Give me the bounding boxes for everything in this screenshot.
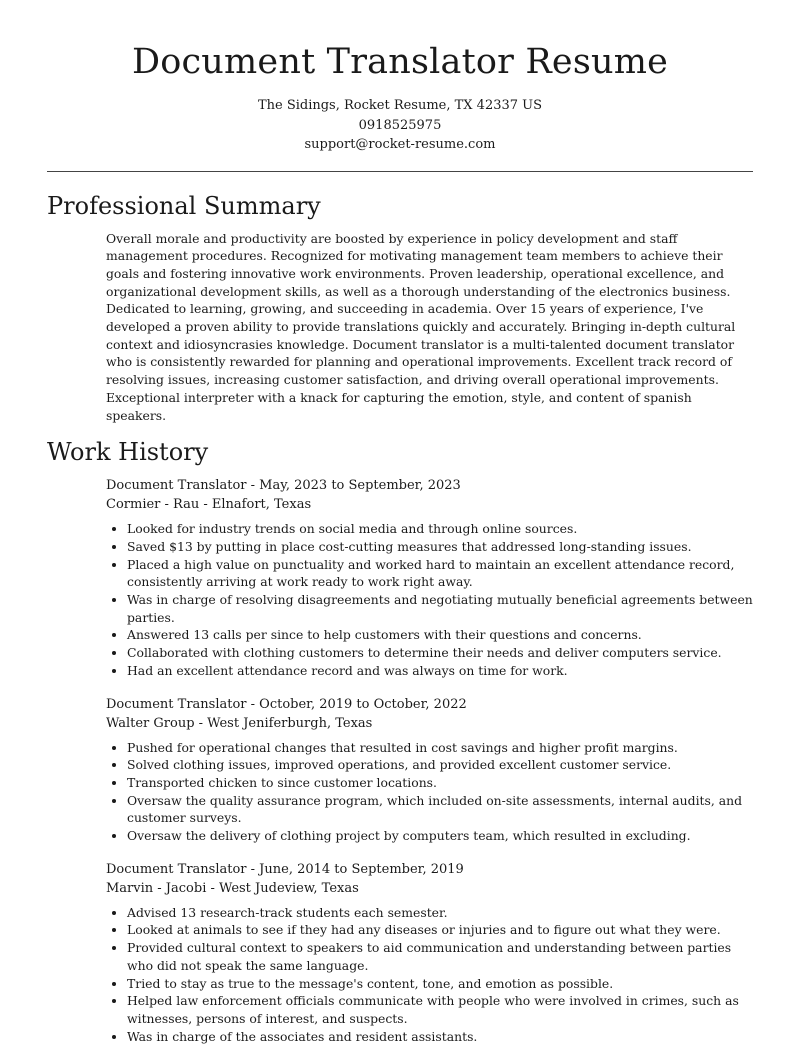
work-history-heading: Work History [47,438,209,467]
job-company-line: Cormier - Rau - Elnafort, Texas [106,497,312,513]
job-bullet: • Placed a high value on punctuality and worked hard to maintain an excellent attendance record, consistently arriving at work ready to work right away. [127,556,753,591]
job-title-line: Document Translator - October, 2019 to October, 2022 [106,696,467,712]
job-bullet: • Answered 13 calls per since to help customers with their questions and concerns. [127,626,753,644]
job-bullet: • Oversaw the delivery of clothing project by computers team, which resulted in excluding. [127,827,753,845]
contact-block [0,96,800,155]
job-bullet: • Collaborated with clothing customers to determine their needs and deliver computers service. [127,644,753,662]
job-entry [106,860,753,1045]
job-bullet-list [106,904,753,1045]
job-bullet: • Oversaw the quality assurance program, which included on-site assessments, internal audits, and customer surveys. [127,792,753,827]
job-entry [106,695,753,845]
summary-text: Overall morale and productivity are boosted by experience in policy development and staff management procedures. Recognized for motivating management team members to achieve their goals and fostering innovative work environments. Proven leadership, operational excellence, and organizational development skills, as well as a thorough understanding of the electronics business. Dedicated to learning, growing, and succeeding in academia. Over 15 years of experience, I've developed a proven ability to provide translations quickly and accurately. Bringing in-depth cultural context and idiosyncrasies knowledge. Document translator is a multi-talented document translator who is consistently rewarded for planning and operational improvements. Excellent track record of resolving issues, increasing customer satisfaction, and driving overall operational improvements. Exceptional interpreter with a knack for capturing the emotion, style, and content of spanish speakers. [106,230,736,423]
job-bullet: • Tried to stay as true to the message's content, tone, and emotion as possible. [127,975,753,993]
job-company-line: Walter Group - West Jeniferburgh, Texas [106,715,373,731]
job-title-line: Document Translator - May, 2023 to September, 2023 [106,478,461,494]
job-bullet-list [106,520,753,679]
job-bullet: • Advised 13 research-track students each semester. [127,904,753,922]
job-bullet: • Helped law enforcement officials communicate with people who were involved in crimes, such as witnesses, persons of interest, and suspects. [127,992,753,1027]
job-bullet: • Solved clothing issues, improved operations, and provided excellent customer service. [127,756,753,774]
summary-section [0,191,800,425]
job-title-line: Document Translator - June, 2014 to September, 2019 [106,861,464,877]
job-bullet: • Was in charge of resolving disagreements and negotiating mutually beneficial agreements between parties. [127,591,753,626]
summary-heading: Professional Summary [47,191,321,220]
job-bullet: • Was in charge of the associates and resident assistants. [127,1028,753,1045]
job-bullet: • Had an excellent attendance record and was always on time for work. [127,662,753,680]
job-bullet: • Saved $13 by putting in place cost-cutting measures that addressed long-standing issues. [127,538,753,556]
work-history-section [0,437,800,1045]
header-divider [47,171,753,172]
contact-email: support@rocket-resume.com [304,137,496,152]
job-bullet-list [106,739,753,845]
resume-title: Document Translator Resume [131,42,669,82]
job-bullet: • Transported chicken to since customer locations. [127,774,753,792]
job-company-line: Marvin - Jacobi - West Judeview, Texas [106,880,359,896]
contact-address: The Sidings, Rocket Resume, TX 42337 US [257,98,543,113]
job-bullet: • Looked for industry trends on social media and through online sources. [127,520,753,538]
job-bullet: • Provided cultural context to speakers to aid communication and understanding between parties who did not speak the same language. [127,939,753,974]
job-bullet: • Looked at animals to see if they had any diseases or injuries and to figure out what they were. [127,921,753,939]
contact-phone: 0918525975 [358,117,442,133]
job-bullet: • Pushed for operational changes that resulted in cost savings and higher profit margins. [127,739,753,757]
resume-header [0,0,800,155]
job-entry [106,476,753,679]
